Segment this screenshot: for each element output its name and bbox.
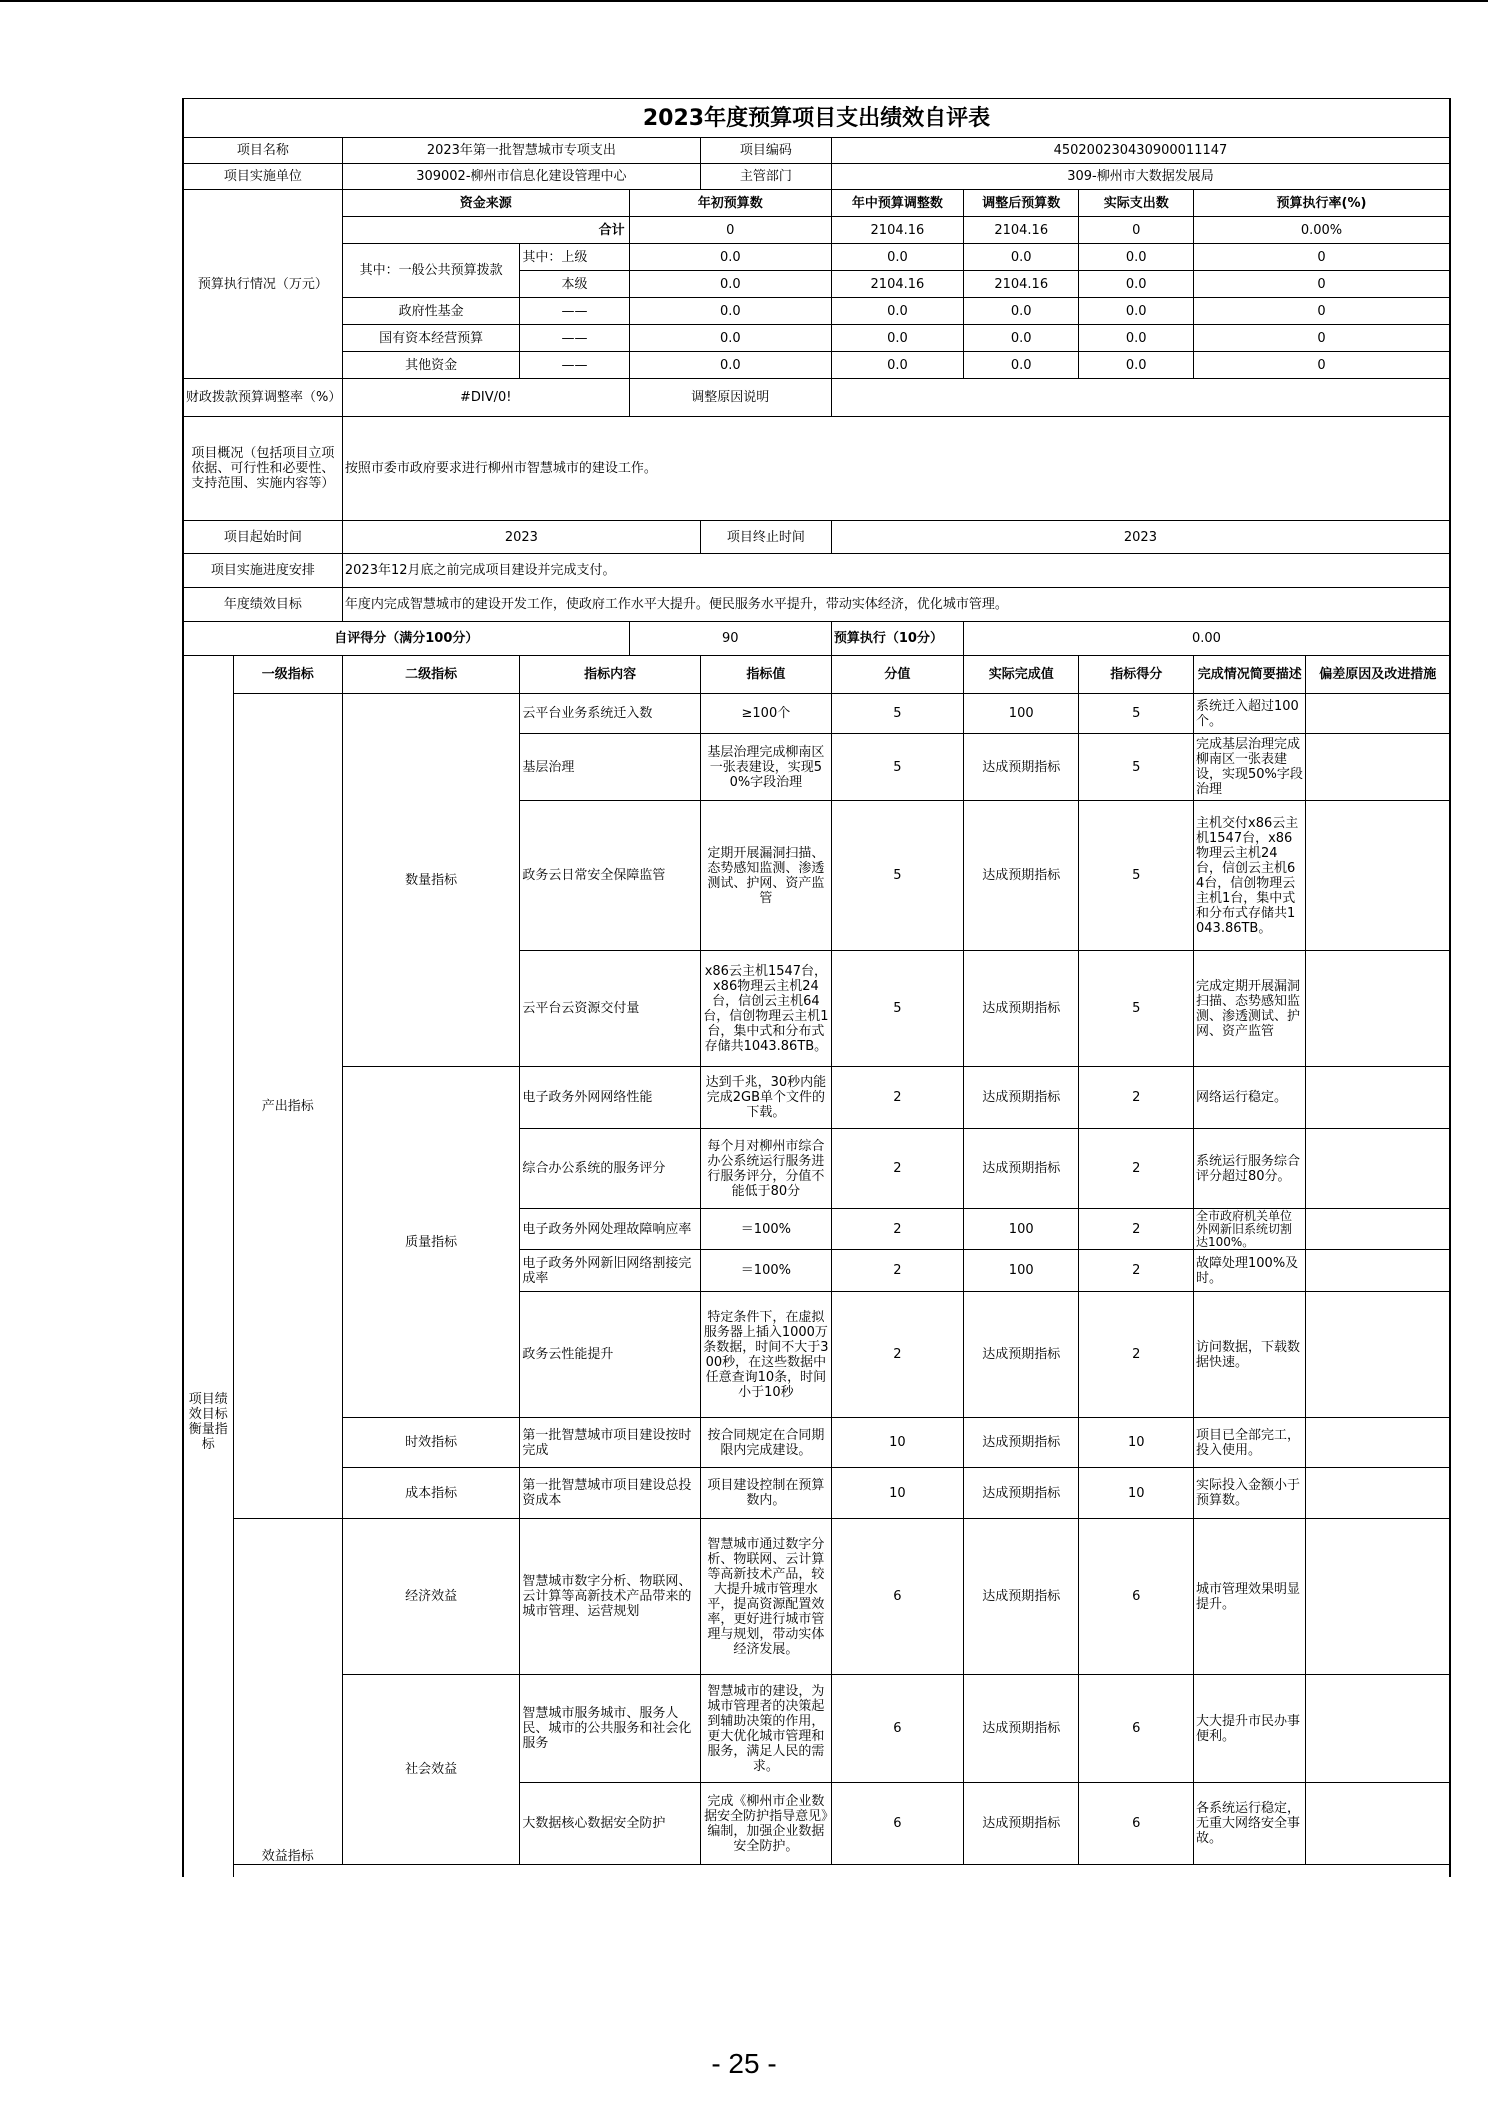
indicator-reason	[1306, 694, 1450, 734]
indicator-content: 第一批智慧城市项目建设总投资成本	[520, 1468, 701, 1519]
indicator-content: 综合办公系统的服务评分	[520, 1129, 701, 1209]
budget-total-midyear: 2104.16	[831, 217, 963, 244]
indicator-content: 智慧城市数字分析、物联网、云计算等高新技术产品带来的城市管理、运营规划	[520, 1519, 701, 1675]
indicator-value: 智慧城市通过数字分析、物联网、云计算等高新技术产品，较大提升城市管理水平，提高资源配置效率，更好进行城市管理与规划，带动实体经济发展。	[700, 1519, 831, 1675]
indicator-actual: 100	[963, 1209, 1079, 1250]
indicator-actual: 达成预期指标	[963, 801, 1079, 951]
indicator-reason	[1306, 1519, 1450, 1675]
indicator-value: ＝100%	[700, 1209, 831, 1250]
indicator-score: 2	[1079, 1292, 1194, 1418]
indicator-content: 智慧城市服务城市、服务人民、城市的公共服务和社会化服务	[520, 1675, 701, 1783]
indicator-content: 政务云性能提升	[520, 1292, 701, 1418]
budget-total-label: 合计	[342, 217, 629, 244]
unit-label: 项目实施单位	[184, 164, 343, 190]
indicator-value: 特定条件下，在虚拟服务器上插入1000万条数据，时间不大于300秒，在这些数据中任意查询10条，时间小于10秒	[700, 1292, 831, 1418]
budget-total-actual: 0	[1079, 217, 1194, 244]
indicator-score: 5	[1079, 951, 1194, 1067]
col-source: 资金来源	[342, 190, 629, 217]
budget-local-label: 本级	[520, 271, 629, 298]
indicator-reason	[1306, 1067, 1450, 1129]
adj-reason-label: 调整原因说明	[629, 379, 831, 417]
budget-total-initial: 0	[629, 217, 831, 244]
indicator-actual: 达成预期指标	[963, 1418, 1079, 1468]
indicator-value: 每个月对柳州市综合办公系统运行服务进行服务评分，分值不能低于80分	[700, 1129, 831, 1209]
budget-total-adjusted: 2104.16	[963, 217, 1079, 244]
indicator-content: 电子政务外网新旧网络割接完成率	[520, 1250, 701, 1292]
score-label: 自评得分（满分100分）	[184, 622, 630, 656]
budget-local-adjusted: 2104.16	[963, 271, 1079, 298]
budget-exec-label: 预算执行（10分）	[831, 622, 963, 656]
project-name-label: 项目名称	[184, 138, 343, 164]
col-actual: 实际支出数	[1079, 190, 1194, 217]
indicator-side-label: 项目绩效目标衡量指标	[184, 656, 234, 1878]
budget-upper-adjusted: 0.0	[963, 244, 1079, 271]
indicator-content: 第一批智慧城市项目建设按时完成	[520, 1418, 701, 1468]
budget-other-label: 其他资金	[342, 352, 519, 379]
budget-local-midyear: 2104.16	[831, 271, 963, 298]
table-continuation	[233, 1865, 1449, 1878]
indicator-value: 完成《柳州市企业数据安全防护指导意见》编制，加强企业数据安全防护。	[700, 1783, 831, 1865]
indicator-actual: 达成预期指标	[963, 1468, 1079, 1519]
page-number: - 25 -	[711, 2048, 777, 2079]
score-value: 90	[629, 622, 831, 656]
indicator-value: ＝100%	[700, 1250, 831, 1292]
col-desc: 完成情况简要描述	[1194, 656, 1306, 694]
budget-fund-sub: ——	[520, 298, 629, 325]
indicator-score: 6	[1079, 1783, 1194, 1865]
dept-label: 主管部门	[700, 164, 831, 190]
l1-effect: 效益指标	[233, 1519, 342, 1865]
indicator-content: 基层治理	[520, 734, 701, 801]
indicator-score: 10	[1079, 1468, 1194, 1519]
indicator-desc: 大大提升市民办事便利。	[1194, 1675, 1306, 1783]
budget-fund-actual: 0.0	[1079, 298, 1194, 325]
budget-fund-rate: 0	[1194, 298, 1450, 325]
budget-fund-adjusted: 0.0	[963, 298, 1079, 325]
project-code: 450200230430900011147	[831, 138, 1449, 164]
col-points: 分值	[831, 656, 963, 694]
indicator-points: 6	[831, 1519, 963, 1675]
col-value: 指标值	[700, 656, 831, 694]
indicator-score: 2	[1079, 1067, 1194, 1129]
indicator-actual: 100	[963, 694, 1079, 734]
indicator-reason	[1306, 1129, 1450, 1209]
col-content: 指标内容	[520, 656, 701, 694]
indicator-reason	[1306, 1418, 1450, 1468]
indicator-desc: 项目已全部完工，投入使用。	[1194, 1418, 1306, 1468]
indicator-desc: 完成定期开展漏洞扫描、态势感知监测、渗透测试、护网、资产监管	[1194, 951, 1306, 1067]
budget-other-initial: 0.0	[629, 352, 831, 379]
indicator-points: 2	[831, 1250, 963, 1292]
budget-other-rate: 0	[1194, 352, 1450, 379]
col-rate: 预算执行率(%)	[1194, 190, 1450, 217]
budget-local-initial: 0.0	[629, 271, 831, 298]
col-l2: 二级指标	[342, 656, 519, 694]
indicator-content: 电子政务外网网络性能	[520, 1067, 701, 1129]
goal-label: 年度绩效目标	[184, 588, 343, 622]
budget-upper-label: 其中：上级	[520, 244, 629, 271]
top-border-line	[0, 0, 1488, 2]
budget-total-rate: 0.00%	[1194, 217, 1450, 244]
indicator-score: 2	[1079, 1129, 1194, 1209]
indicator-value: x86云主机1547台，x86物理云主机24台，信创云主机64台，信创物理云主机1台，集中式和分布式存储共1043.86TB。	[700, 951, 831, 1067]
indicator-value: 定期开展漏洞扫描、态势感知监测、渗透测试、护网、资产监管	[700, 801, 831, 951]
col-initial: 年初预算数	[629, 190, 831, 217]
page-title: 2023年度预算项目支出绩效自评表	[184, 99, 1450, 138]
indicator-score: 2	[1079, 1250, 1194, 1292]
indicator-reason	[1306, 1468, 1450, 1519]
budget-fund-initial: 0.0	[629, 298, 831, 325]
indicator-actual: 达成预期指标	[963, 1783, 1079, 1865]
col-actual-value: 实际完成值	[963, 656, 1079, 694]
budget-capital-adjusted: 0.0	[963, 325, 1079, 352]
indicator-desc: 各系统运行稳定，无重大网络安全事故。	[1194, 1783, 1306, 1865]
col-reason: 偏差原因及改进措施	[1306, 656, 1450, 694]
evaluation-table	[183, 99, 1450, 1877]
project-name: 2023年第一批智慧城市专项支出	[342, 138, 700, 164]
overview-label: 项目概况（包括项目立项依据、可行性和必要性、支持范围、实施内容等）	[184, 417, 343, 521]
indicator-points: 2	[831, 1067, 963, 1129]
goal-text: 年度内完成智慧城市的建设开发工作，使政府工作水平大提升。便民服务水平提升，带动实体经济，优化城市管理。	[342, 588, 1449, 622]
indicator-actual: 达成预期指标	[963, 734, 1079, 801]
budget-fund-midyear: 0.0	[831, 298, 963, 325]
indicator-score: 6	[1079, 1519, 1194, 1675]
indicator-score: 6	[1079, 1675, 1194, 1783]
indicator-actual: 达成预期指标	[963, 1067, 1079, 1129]
col-adjusted: 调整后预算数	[963, 190, 1079, 217]
indicator-points: 5	[831, 694, 963, 734]
indicator-score: 5	[1079, 694, 1194, 734]
indicator-value: 基层治理完成柳南区一张表建设，实现50%字段治理	[700, 734, 831, 801]
budget-capital-rate: 0	[1194, 325, 1450, 352]
budget-fund-label: 政府性基金	[342, 298, 519, 325]
indicator-content: 云平台业务系统迁入数	[520, 694, 701, 734]
indicator-content: 云平台云资源交付量	[520, 951, 701, 1067]
l1-output: 产出指标	[233, 694, 342, 1519]
indicator-score: 10	[1079, 1418, 1194, 1468]
budget-other-actual: 0.0	[1079, 352, 1194, 379]
budget-capital-sub: ——	[520, 325, 629, 352]
indicator-value: ≥100个	[700, 694, 831, 734]
indicator-desc: 网络运行稳定。	[1194, 1067, 1306, 1129]
indicator-value: 达到千兆，30秒内能完成2GB单个文件的下载。	[700, 1067, 831, 1129]
indicator-desc: 系统迁入超过100个。	[1194, 694, 1306, 734]
indicator-actual: 100	[963, 1250, 1079, 1292]
indicator-reason	[1306, 734, 1450, 801]
l2-quantity: 数量指标	[342, 694, 519, 1067]
l2-cost: 成本指标	[342, 1468, 519, 1519]
indicator-desc: 城市管理效果明显提升。	[1194, 1519, 1306, 1675]
start-time: 2023	[342, 521, 700, 554]
indicator-points: 5	[831, 801, 963, 951]
indicator-reason	[1306, 951, 1450, 1067]
indicator-reason	[1306, 1250, 1450, 1292]
progress-text: 2023年12月底之前完成项目建设并完成支付。	[342, 554, 1449, 588]
indicator-reason	[1306, 1209, 1450, 1250]
indicator-content: 大数据核心数据安全防护	[520, 1783, 701, 1865]
l2-economic: 经济效益	[342, 1519, 519, 1675]
indicator-reason	[1306, 1675, 1450, 1783]
evaluation-sheet	[182, 98, 1451, 1877]
indicator-value: 按合同规定在合同期限内完成建设。	[700, 1418, 831, 1468]
indicator-value: 智慧城市的建设，为城市管理者的决策起到辅助决策的作用，更大优化城市管理和服务，满足人民的需求。	[700, 1675, 831, 1783]
adj-rate-label: 财政拨款预算调整率（%）	[184, 379, 343, 417]
indicator-desc: 全市政府机关单位外网新旧系统切割达100%。	[1194, 1209, 1306, 1250]
indicator-points: 2	[831, 1209, 963, 1250]
indicator-score: 5	[1079, 801, 1194, 951]
indicator-actual: 达成预期指标	[963, 951, 1079, 1067]
indicator-points: 10	[831, 1468, 963, 1519]
indicator-score: 2	[1079, 1209, 1194, 1250]
indicator-desc: 主机交付x86云主机1547台，x86物理云主机24台，信创云主机64台，信创物理云主机1台，集中式和分布式存储共1043.86TB。	[1194, 801, 1306, 951]
budget-other-adjusted: 0.0	[963, 352, 1079, 379]
indicator-actual: 达成预期指标	[963, 1129, 1079, 1209]
indicator-points: 6	[831, 1783, 963, 1865]
indicator-actual: 达成预期指标	[963, 1675, 1079, 1783]
indicator-points: 10	[831, 1418, 963, 1468]
dept-value: 309-柳州市大数据发展局	[831, 164, 1449, 190]
project-code-label: 项目编码	[700, 138, 831, 164]
col-midyear: 年中预算调整数	[831, 190, 963, 217]
indicator-score: 5	[1079, 734, 1194, 801]
budget-general-label: 其中：一般公共预算拨款	[342, 244, 519, 298]
l2-quality: 质量指标	[342, 1067, 519, 1418]
col-l1: 一级指标	[233, 656, 342, 694]
indicator-reason	[1306, 801, 1450, 951]
progress-label: 项目实施进度安排	[184, 554, 343, 588]
budget-upper-rate: 0	[1194, 244, 1450, 271]
indicator-points: 6	[831, 1675, 963, 1783]
budget-capital-actual: 0.0	[1079, 325, 1194, 352]
budget-other-sub: ——	[520, 352, 629, 379]
budget-upper-actual: 0.0	[1079, 244, 1194, 271]
indicator-actual: 达成预期指标	[963, 1519, 1079, 1675]
indicator-content: 政务云日常安全保障监管	[520, 801, 701, 951]
l2-timely: 时效指标	[342, 1418, 519, 1468]
indicator-desc: 访问数据，下载数据快速。	[1194, 1292, 1306, 1418]
budget-upper-midyear: 0.0	[831, 244, 963, 271]
indicator-content: 电子政务外网处理故障响应率	[520, 1209, 701, 1250]
end-time: 2023	[831, 521, 1449, 554]
budget-capital-midyear: 0.0	[831, 325, 963, 352]
adj-reason-value	[831, 379, 1449, 417]
budget-section-label: 预算执行情况（万元）	[184, 190, 343, 379]
indicator-points: 2	[831, 1129, 963, 1209]
end-time-label: 项目终止时间	[700, 521, 831, 554]
indicator-reason	[1306, 1292, 1450, 1418]
start-time-label: 项目起始时间	[184, 521, 343, 554]
indicator-points: 5	[831, 951, 963, 1067]
overview-text: 按照市委市政府要求进行柳州市智慧城市的建设工作。	[342, 417, 1449, 521]
adj-rate-value: #DIV/0!	[342, 379, 629, 417]
indicator-desc: 系统运行服务综合评分超过80分。	[1194, 1129, 1306, 1209]
budget-local-actual: 0.0	[1079, 271, 1194, 298]
indicator-reason	[1306, 1783, 1450, 1865]
budget-other-midyear: 0.0	[831, 352, 963, 379]
indicator-desc: 故障处理100%及时。	[1194, 1250, 1306, 1292]
unit-value: 309002-柳州市信息化建设管理中心	[342, 164, 700, 190]
indicator-desc: 完成基层治理完成柳南区一张表建设，实现50%字段治理	[1194, 734, 1306, 801]
indicator-value: 项目建设控制在预算数内。	[700, 1468, 831, 1519]
budget-local-rate: 0	[1194, 271, 1450, 298]
budget-exec-value: 0.00	[963, 622, 1449, 656]
indicator-points: 5	[831, 734, 963, 801]
budget-capital-label: 国有资本经营预算	[342, 325, 519, 352]
budget-capital-initial: 0.0	[629, 325, 831, 352]
col-score: 指标得分	[1079, 656, 1194, 694]
budget-upper-initial: 0.0	[629, 244, 831, 271]
indicator-desc: 实际投入金额小于预算数。	[1194, 1468, 1306, 1519]
l2-social: 社会效益	[342, 1675, 519, 1865]
indicator-points: 2	[831, 1292, 963, 1418]
indicator-actual: 达成预期指标	[963, 1292, 1079, 1418]
